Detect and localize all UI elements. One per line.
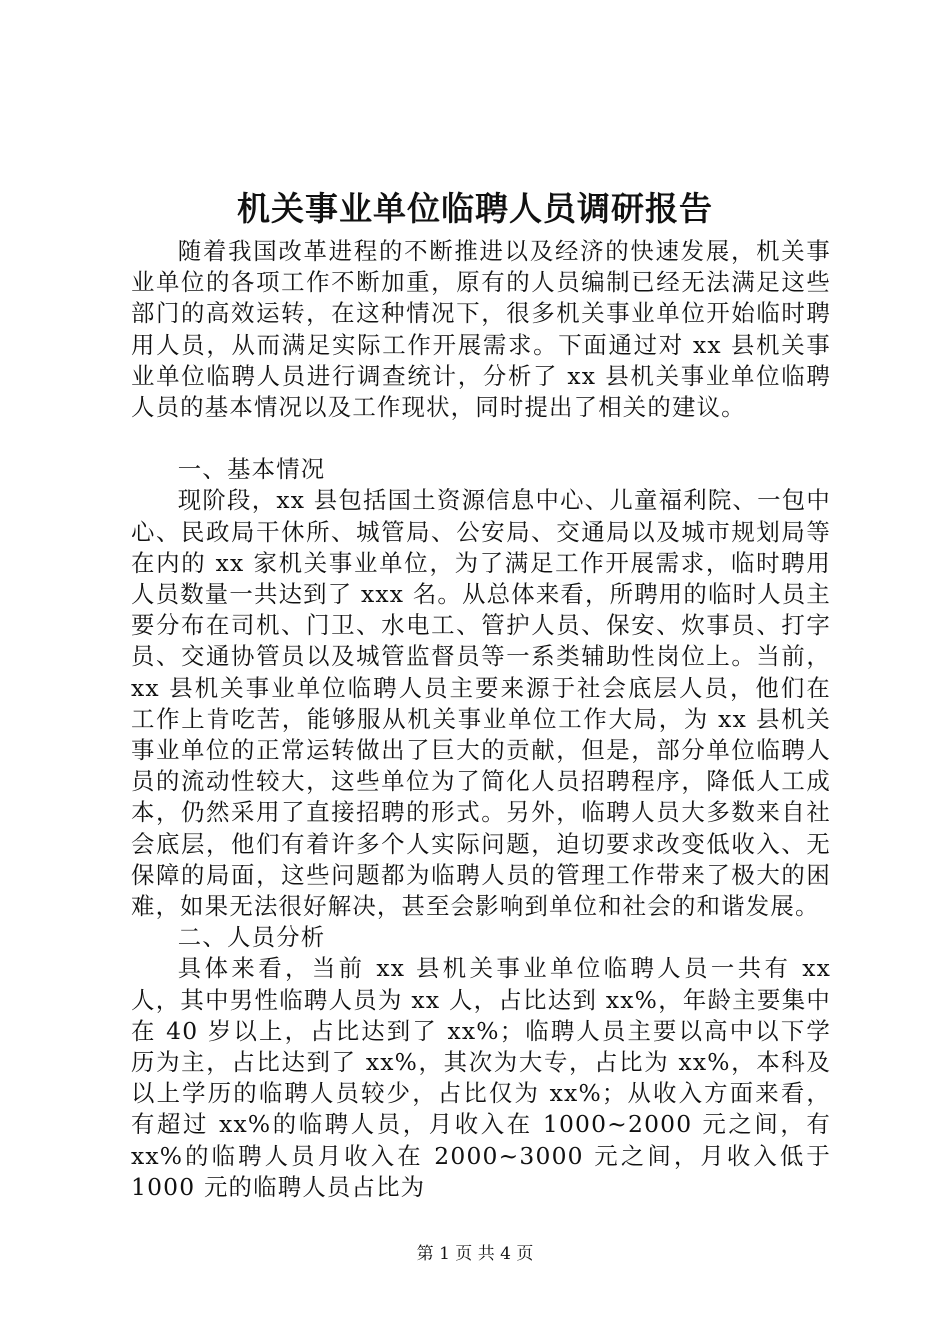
page-indicator: 第 1 页 共 4 页 xyxy=(416,1244,534,1264)
section-body-personnel: 具体来看，当前 xx 县机关事业单位临聘人员一共有 xx 人，其中男性临聘人员为 xx 人，占比达到 xx%，年龄主要集中在 40 岁以上，占比达到了 xx%；临聘人员主要以高中以下学历为主，占比达到了 xx%，其次为大专，占比为 xx%，本科及以上学历的临聘人员较少，占比仅为 xx%；从收入方面来看，有超过 xx%的临聘人员，月收入在 1000~2000 元之间，有 xx%的临聘人员月收入在 2000~3000 元之间，月收入低于 1000 元的临聘人员占比为 xyxy=(131,954,831,1201)
document-body xyxy=(131,236,831,1203)
intro-paragraph: 随着我国改革进程的不断推进以及经济的快速发展，机关事业单位的各项工作不断加重，原有的人员编制已经无法满足这些部门的高效运转，在这种情况下，很多机关事业单位开始临时聘用人员，从而满足实际工作开展需求。下面通过对 xx 县机关事业单位临聘人员进行调查统计，分析了 xx 县机关事业单位临聘人员的基本情况以及工作现状，同时提出了相关的建议。 xyxy=(131,237,831,422)
section-body-basic: 现阶段，xx 县包括国土资源信息中心、儿童福利院、一包中心、民政局干休所、城管局、公安局、交通局以及城市规划局等在内的 xx 家机关事业单位，为了满足工作开展需求，临时聘用人员数量一共达到了 xxx 名。从总体来看，所聘用的临时人员主要分布在司机、门卫、水电工、管护人员、保安、炊事员、打字员、交通协管员以及城管监督员等一系类辅助性岗位上。当前，xx 县机关事业单位临聘人员主要来源于社会底层人员，他们在工作上肯吃苦，能够服从机关事业单位工作大局，为 xx 县机关事业单位的正常运转做出了巨大的贡献，但是，部分单位临聘人员的流动性较大，这些单位为了简化人员招聘程序，降低人工成本，仍然采用了直接招聘的形式。另外，临聘人员大多数来自社会底层，他们有着许多个人实际问题，迫切要求改变低收入、无保障的局面，这些问题都为临聘人员的管理工作带来了极大的困难，如果无法很好解决，甚至会影响到单位和社会的和谐发展。 xyxy=(131,486,831,921)
paragraph-gap xyxy=(131,423,831,454)
section-heading-personnel: 二、人员分析 xyxy=(177,923,326,952)
document-title: 机关事业单位临聘人员调研报告 xyxy=(237,189,713,228)
section-heading-basic: 一、基本情况 xyxy=(177,455,326,484)
